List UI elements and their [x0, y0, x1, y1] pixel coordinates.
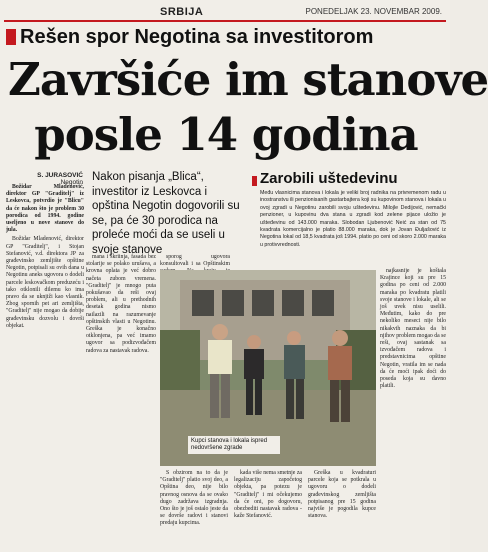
- byline-author: S. JURASOVIĆ: [37, 172, 83, 179]
- article-photo: [160, 270, 376, 466]
- article-column-4: [380, 268, 446, 550]
- section-label: SRBIJA: [160, 6, 204, 18]
- column-1-text: Božidar Mladenović, direktor GP "Graditelj", i Stojan Stefanović, v.d. direktora JP za građevinsko zemljište opštine Negotin, potpisali su ovih dana u Negotinu aneks ugovora o dodeli parcele leskovačkom preduzeću i tako otklonili dilemu ko ima pravo da se uknjiži kao vlasnik. Zbog spornih pet ari zemljišta, "Graditelj" nije mogao da dobije građevinsku dozvolu i dovrši objekat.: [6, 236, 84, 329]
- photo-caption: Kupci stanova i lokala ispred nedovršene zgrade: [188, 436, 280, 454]
- bottom-column-2: [234, 470, 302, 550]
- sidebar-bar: [252, 176, 257, 186]
- dateline: PONEDELJAK 23. NOVEMBAR 2009.: [305, 7, 442, 16]
- sidebar-title: Zarobili uštedevinu: [260, 170, 398, 187]
- kicker-bar: [6, 29, 16, 45]
- bottom-column-1-text: S obzirom na to da je "Graditelj" platio svoj deo, a Opština deo, nije bilo pravnog osnova da se ovako dugo zadržava izgradnja. Ono što je još ostalo jeste da se dovrše radovi i stanovi predaju kupcima.: [160, 470, 228, 527]
- masthead-rule: [4, 20, 446, 22]
- kicker-text: Rešen spor Negotina sa investitorom: [20, 26, 374, 48]
- deck: Nakon pisanja „Blica“, investitor iz Leskovca i opština Negotin dogovorili su se, pa će 30 porodica na proleće moći da se useli u svoje stanove: [92, 171, 240, 256]
- kicker: [6, 25, 444, 49]
- byline-place: Negotin: [60, 179, 83, 186]
- bottom-columns: [160, 470, 376, 550]
- article-column-2: [86, 254, 156, 550]
- bottom-column-1: [160, 470, 228, 550]
- article-lead: Božidar Mladenović, direktor GP "Graditelj" iz Leskovca, potvrdio je "Blicu" da će nakon što je problem 30 porodica od 1994. godine useljeno u nove stanove do jula.: [6, 184, 84, 234]
- headline-line-2: posle 14 godina: [34, 108, 418, 161]
- column-2-text: mana i škriinja, fasada bez stolarije se polako urušava, a krovna oplata je već dobro načeta zubom vremena. "Graditelj" je mnogo puta pokušavao da reši ovaj problem, ali u prethodnih desetak godina nismo nailazili na razumevanje opštinskih vlasti u Negotinu. Greška je konačno otklonjena, pa već imamo ugovor sa podizvođačem radova za nastavak radova.: [86, 254, 156, 354]
- headline: [8, 52, 488, 162]
- sidebar-body: Među vlasnicima stanova i lokala je veliki broj radnika na privremenom radu u inostranstvu ili penzionisanih gastarbajtera koji su kupovinom stanova i lokala u ovoj zgradi u Negotinu zarobili svoju uštedevinu. Milojle Dedijović, nemački penzioner, u kupovinu dva stana u zgradi kod zelene pijace uložio je ušteđevinu od 143.000 maraka. Slobodan Ljubenović Neić za stan od 75 kvadrata komercijalno je platio 88.000 maraka, dok je Jovan Đuljašović iz Negotina lokal od 18,5 kvadrata još 1994. platio po ceni od skoro 2.000 maraka u protivvrednosti.: [260, 190, 446, 248]
- headline-line-1: Završiće im stanove: [8, 53, 488, 106]
- column-3-text: sporog ugovora konsultovali i sa Opštinskim: [160, 254, 230, 268]
- column-4-text: najkasnije je koštala Krajince koji su pre 15 godina po ceni od 2.000 maraka po kvadratu platili svoje stanove i lokale, ali se još uvek nisu uselili. Međutim, kako do pre nekoliko meseci nije bilo nikakvih naznaka da bi njihov problem mogao da se reši, ovaj sastanak sa izvođačem radova i predstavnicima opštine Negotin, vratila im se nada da će moći ipak doći do poseda koja su davno platili.: [380, 268, 447, 390]
- masthead: [0, 0, 450, 24]
- bottom-column-3: [308, 470, 376, 550]
- bottom-column-3-text: Greška u kvadraturi parcele koja se potkrala u ugovoru o dodeli građevinskog zemljišta potpisanog pre 15 godina najviše je pogodila kupce stanova.: [308, 470, 376, 520]
- bottom-column-2-text: kada više nema smetnje za legalizaciju započetog objekta, pa potezu je "Graditelj" i mi očekujemo da će oni, po dogovoru, obezbediti nastavak radova - kaže Stefanović.: [234, 470, 302, 520]
- article-column-1: [6, 184, 84, 550]
